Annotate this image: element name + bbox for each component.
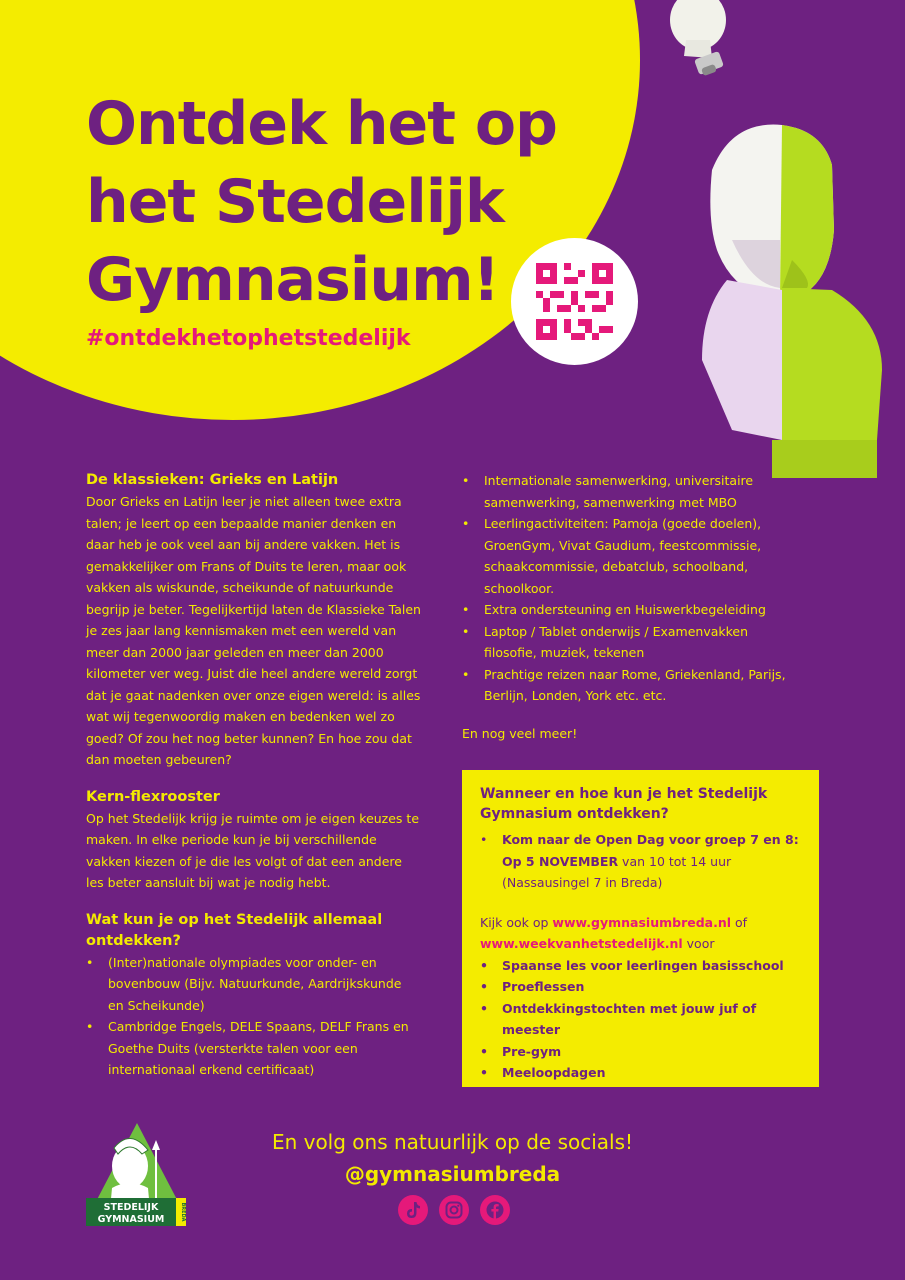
- qr-code[interactable]: [511, 238, 638, 365]
- headline: [86, 85, 566, 319]
- activities-list: [480, 955, 803, 1084]
- list-item: • Laptop / Tablet onderwijs / Examenvakken filosofie, muziek, tekenen: [462, 621, 797, 664]
- discover-list-continued: [462, 470, 797, 707]
- openday-time: van 10 tot 14 uur: [618, 853, 732, 869]
- qr-code-icon: [536, 263, 613, 340]
- website-link-weekvanhetstedelijk[interactable]: www.weekvanhetstedelijk.nl: [480, 936, 683, 951]
- section-classics-body: Door Grieks en Latijn leer je niet alleen twee extra talen; je leert op een bepaalde manier denken en daar heb je ook veel aan bij andere vakken. Het is gemakkelijker om Frans of Duits te leren, maar ook vakken als wiskunde, scheikunde of natuurkunde begrijp je beter. Tegelijkertijd laten de Klassieke Talen je zes jaar lang kennismaken met een wereld van meer dan 2000 jaar geleden en meer dan 2000 kilometer ver weg. Juist die heel andere wereld zorgt dat je gaat nadenken over onze eigen wereld: is alles wat wij tegenwoordig maken en bedenken wel zo goed? Of zou het nog beter kunnen? En hoe zou dat dan moeten gebeuren?: [86, 494, 421, 767]
- website-link-gymnasiumbreda[interactable]: www.gymnasiumbreda.nl: [552, 914, 732, 930]
- look-of: of: [731, 914, 748, 930]
- section-classics-title: De klassieken: Grieks en Latijn: [86, 472, 339, 488]
- left-column: [86, 470, 421, 1081]
- section-flexrooster-title: Kern-flexrooster: [86, 788, 220, 805]
- list-item: • Prachtige reizen naar Rome, Griekenland, Parijs, Berlijn, Londen, York etc. etc.: [462, 664, 797, 707]
- list-item: • Meeloopdagen: [480, 1062, 803, 1084]
- greek-bust-statue-image: [672, 110, 882, 484]
- website-line: [480, 912, 803, 934]
- facebook-icon[interactable]: [480, 1195, 510, 1225]
- info-box-title: Wanneer en hoe kun je het Stedelijk Gymnasium ontdekken?: [480, 786, 768, 822]
- section-flexrooster-body: Op het Stedelijk krijg je ruimte om je eigen keuzes te maken. In elke periode kun je bij verschillende vakken kiezen of je die les volgt of dat een andere les beter aansluit bij wat je nodig hebt.: [86, 810, 420, 890]
- website-line-2: [480, 933, 803, 955]
- list-item: • (Inter)nationale olympiades voor onder- en bovenbouw (Bijv. Natuurkunde, Aardrijkskunde en Scheikunde): [86, 952, 421, 1017]
- info-box: [462, 770, 819, 1087]
- openday-item: [480, 829, 803, 894]
- look-voor: voor: [682, 936, 715, 951]
- openday-line: Kom naar de Open Dag voor groep 7 en 8:: [502, 832, 799, 847]
- list-item: • Proeflessen: [480, 976, 803, 998]
- list-item: • Ontdekkingstochten met jouw juf of meester: [480, 998, 803, 1041]
- social-handle[interactable]: @gymnasiumbreda: [344, 1162, 561, 1186]
- instagram-icon[interactable]: [439, 1195, 469, 1225]
- list-item: • Extra ondersteuning en Huiswerkbegeleiding: [462, 599, 797, 621]
- logo-line-1: STEDELIJK: [103, 1202, 159, 1213]
- tiktok-icon[interactable]: [398, 1195, 428, 1225]
- list-item: • Cambridge Engels, DELE Spaans, DELF Frans en Goethe Duits (versterkte talen voor een internationaal erkend certificaat): [86, 1016, 421, 1081]
- headline-line-3: Gymnasium!: [86, 245, 499, 315]
- list-item: • Internationale samenwerking, universitaire samenwerking, samenwerking met MBO: [462, 470, 797, 513]
- discover-list: [86, 952, 421, 1081]
- openday-list: [480, 829, 803, 894]
- openday-date: Op 5 NOVEMBER: [502, 853, 619, 869]
- openday-address: (Nassausingel 7 in Breda): [502, 875, 663, 890]
- hashtag: #ontdekhetophetstedelijk: [86, 326, 411, 351]
- logo-line-2: GYMNASIUM: [97, 1214, 165, 1225]
- social-icons: [398, 1195, 510, 1225]
- more-text: En nog veel meer!: [462, 725, 578, 741]
- list-item: • Leerlingactiviteiten: Pamoja (goede doelen), GroenGym, Vivat Gaudium, feestcommissie, schaakcommissie, debatclub, schoolband, schoolkoor.: [462, 513, 797, 599]
- headline-line-2: het Stedelijk: [86, 167, 504, 237]
- socials-text: En volg ons natuurlijk op de socials!: [271, 1130, 634, 1154]
- list-item: • Spaanse les voor leerlingen basisschool: [480, 955, 803, 977]
- list-item: • Pre-gym: [480, 1041, 803, 1063]
- right-column: [462, 470, 797, 760]
- look-prefix: Kijk ook op: [480, 914, 553, 930]
- lightbulb-icon: [668, 0, 738, 84]
- logo-side-text: BREDA: [180, 1202, 186, 1222]
- section-discover-title: Wat kun je op het Stedelijk allemaal ontdekken?: [86, 911, 383, 949]
- headline-line-1: Ontdek het op: [86, 89, 557, 159]
